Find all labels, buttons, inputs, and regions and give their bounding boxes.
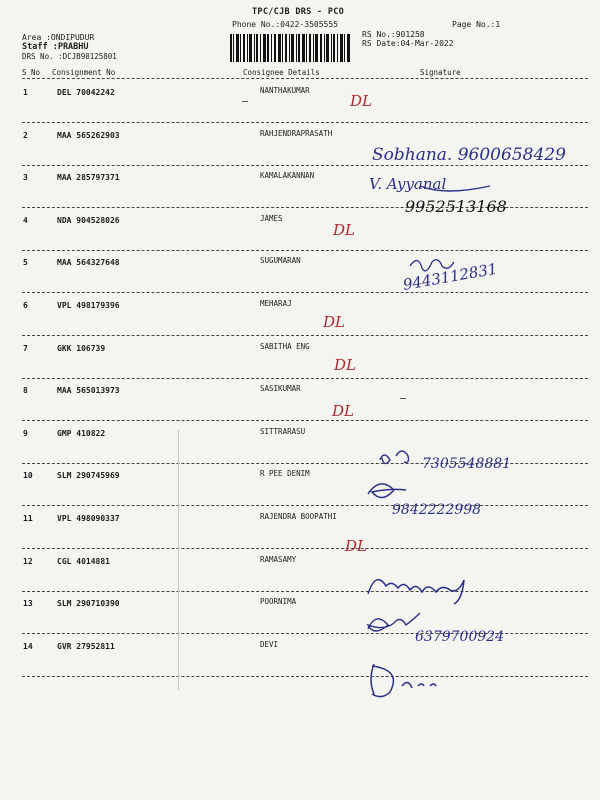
row-divider [22, 548, 588, 549]
row-consignee-name: SABITHA ENG [260, 341, 310, 351]
ink-mark [242, 101, 248, 102]
signature-row-3 [365, 172, 565, 220]
row-consignment-no: MAA 565262903 [57, 130, 120, 140]
svg-text:7305548881: 7305548881 [422, 456, 512, 472]
row-divider [22, 420, 588, 421]
row-consignment-no: GMP 410822 [57, 428, 106, 438]
staff-label: Staff :PRABHU [22, 42, 89, 52]
ink-mark [400, 398, 406, 399]
signature-row-14 [362, 656, 482, 702]
row-consignee-name: RAJENDRA BOOPATHI [260, 512, 337, 521]
barcode [230, 34, 350, 62]
rs-date: RS Date:04-Mar-2022 [362, 39, 454, 48]
row-consignment-no: CGL 4014881 [57, 556, 110, 566]
row-consignment-no: SLM 290710390 [57, 599, 120, 609]
svg-text:9443112831: 9443112831 [401, 259, 499, 294]
row-consignee-name: RAHJENDRAPRASATH [260, 128, 333, 138]
document-title: TPC/CJB DRS - PCO [252, 7, 345, 17]
row-sno: 11 [23, 514, 33, 523]
row-sno: 4 [23, 215, 28, 225]
row-sno: 5 [23, 258, 28, 268]
svg-text:9842222998: 9842222998 [392, 502, 482, 518]
dl-mark: DL [333, 221, 355, 239]
column-consignment: Consignment No [52, 68, 116, 77]
row-divider [22, 591, 588, 592]
row-sno: 2 [23, 130, 28, 140]
row-consignee-name: DEVI [260, 639, 279, 649]
rs-number: RS No.:901258 [362, 30, 425, 39]
page-number: Page No.:1 [452, 20, 501, 29]
row-consignment-no: GKK 106739 [57, 343, 106, 353]
row-consignee-name: R PEE DENIM [260, 469, 310, 479]
dl-mark: DL [334, 356, 356, 374]
row-consignee-name: SASIKUMAR [260, 384, 301, 394]
row-consignee-name: POORNIMA [260, 597, 297, 607]
drs-number: DRS No. :DCJB90125801 [22, 52, 117, 61]
svg-text:9952513168: 9952513168 [405, 197, 507, 216]
svg-text:6379700924: 6379700924 [415, 629, 505, 645]
dl-mark: DL [332, 402, 354, 420]
row-consignee-name: SITTRARASU [260, 426, 306, 436]
row-divider [22, 335, 588, 336]
signature-row-2 [368, 136, 588, 176]
dl-mark: DL [345, 537, 367, 555]
row-divider [22, 122, 588, 123]
row-consignment-no: DEL 70042242 [57, 88, 115, 97]
row-sno: 10 [23, 471, 33, 481]
header-divider [22, 78, 588, 79]
signature-row-12 [362, 568, 502, 608]
row-consignment-no: MAA 285797371 [57, 173, 120, 183]
column-signature: Signature [420, 68, 461, 77]
column-consignee: Consignee Details [243, 68, 320, 77]
row-consignment-no: VPL 498179396 [57, 301, 120, 310]
signature-row-10 [362, 474, 562, 522]
row-sno: 7 [23, 343, 28, 353]
column-sno: S No [22, 68, 41, 77]
row-consignment-no: SLM 290745969 [57, 471, 120, 481]
row-sno: 8 [23, 386, 28, 396]
row-consignee-name: MEHARAJ [260, 299, 292, 308]
row-sno: 9 [23, 428, 28, 438]
row-consignment-no: NDA 904528026 [57, 215, 120, 225]
signature-row-5 [398, 248, 528, 298]
row-consignee-name: SUGUMARAN [260, 256, 301, 266]
row-consignment-no: MAA 564327648 [57, 258, 120, 268]
dl-mark: DL [350, 92, 372, 110]
svg-text:Sobhana. 9600658429: Sobhana. 9600658429 [372, 145, 566, 165]
phone-number: Phone No.:0422-3505555 [232, 20, 338, 29]
dl-mark: DL [323, 313, 345, 331]
signature-row-13 [360, 607, 570, 657]
svg-text:V. Ayyanal: V. Ayyanal [369, 175, 447, 193]
row-sno: 6 [23, 301, 28, 310]
row-consignee-name: JAMES [260, 213, 283, 223]
column-divider [178, 430, 179, 690]
row-consignment-no: MAA 565013973 [57, 386, 120, 396]
row-consignment-no: VPL 498090337 [57, 514, 120, 523]
row-divider [22, 378, 588, 379]
row-sno: 12 [23, 556, 33, 566]
row-consignee-name: NANTHAKUMAR [260, 86, 310, 95]
row-consignee-name: KAMALAKANNAN [260, 171, 315, 181]
row-divider [22, 676, 588, 677]
row-sno: 1 [23, 88, 28, 97]
row-sno: 14 [23, 641, 33, 651]
row-sno: 13 [23, 599, 33, 609]
row-consignment-no: GVR 27952811 [57, 641, 115, 651]
row-consignee-name: RAMASAMY [260, 554, 297, 564]
area-label: Area :ONDIPUDUR [22, 33, 95, 42]
row-sno: 3 [23, 173, 28, 183]
